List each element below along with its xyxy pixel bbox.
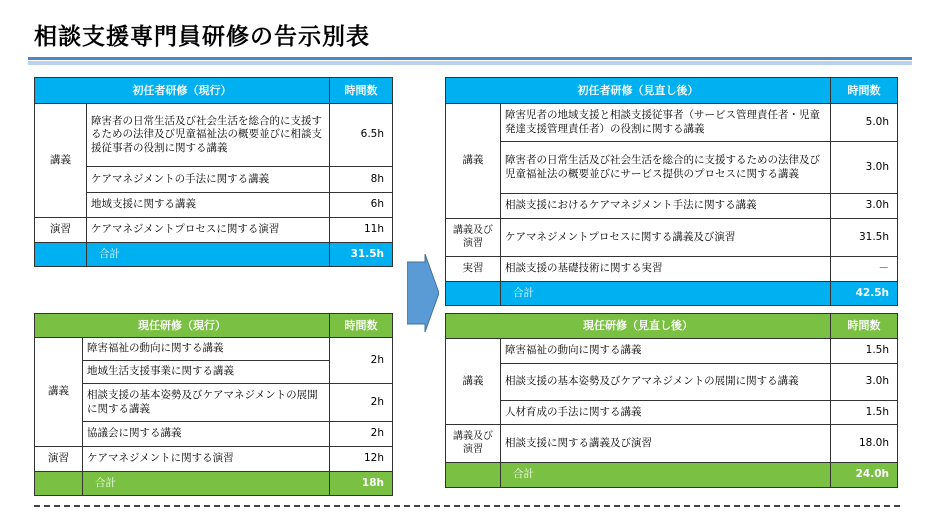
hours-cell: 3.0h — [831, 142, 898, 194]
table-header: 初任者研修（現行） — [35, 78, 330, 104]
table-inservice-revised — [445, 313, 898, 488]
course-row: 障害者の日常生活及び社会生活を総合的に支援するための法律及び児童福祉法の概要並びに相談支援従事者の役割に関する講義 — [87, 104, 330, 167]
hours-cell: 11h — [330, 218, 393, 243]
hours-header: 時間数 — [330, 314, 393, 338]
title-rule — [28, 57, 912, 60]
course-row: 協議会に関する講義 — [83, 422, 330, 447]
total-hours: 24.0h — [831, 463, 898, 488]
hours-cell: 6h — [330, 193, 393, 218]
bottom-dashed-rule — [34, 505, 900, 507]
hours-cell: 8h — [330, 167, 393, 193]
hours-cell: 2h — [330, 338, 393, 384]
course-row: 障害福祉の動向に関する講義 — [83, 338, 330, 361]
total-hours: 42.5h — [831, 282, 898, 306]
total-label: 合計 — [83, 472, 330, 496]
category-lecture-practice: 講義及び演習 — [446, 425, 501, 463]
course-row: 障害福祉の動向に関する講義 — [501, 339, 831, 364]
course-row: ケアマネジメントプロセスに関する演習 — [87, 218, 330, 243]
table-header: 初任者研修（見直し後） — [446, 78, 831, 104]
table-initial-revised — [445, 77, 898, 306]
table-inservice-current — [34, 313, 393, 496]
category-practicum: 実習 — [446, 257, 501, 282]
hours-cell: 6.5h — [330, 104, 393, 167]
total-label: 合計 — [87, 243, 330, 267]
total-hours: 31.5h — [330, 243, 393, 267]
table-header: 現任研修（見直し後） — [446, 314, 831, 339]
total-label: 合計 — [501, 463, 831, 488]
hours-cell: 2h — [330, 422, 393, 447]
course-row: ケアマネジメントの手法に関する講義 — [87, 167, 330, 193]
page-title: 相談支援専門員研修の告示別表 — [34, 24, 370, 50]
category-lecture: 講義 — [35, 104, 87, 218]
hours-cell: 1.5h — [831, 339, 898, 364]
hours-header: 時間数 — [831, 78, 898, 104]
hours-cell: 12h — [330, 447, 393, 472]
course-row: 障害者の日常生活及び社会生活を総合的に支援するための法律及び児童福祉法の概要並びにサービス提供のプロセスに関する講義 — [501, 142, 831, 194]
total-label: 合計 — [501, 282, 831, 306]
hours-cell: 1.5h — [831, 401, 898, 425]
category-practice: 演習 — [35, 218, 87, 243]
table-initial-current — [34, 77, 393, 267]
title-rule-light — [28, 61, 912, 65]
category-lecture: 講義 — [446, 104, 501, 219]
course-row: 相談支援の基本姿勢及びケアマネジメントの展開に関する講義 — [83, 384, 330, 422]
category-lecture-practice: 講義及び演習 — [446, 219, 501, 257]
course-row: 障害児者の地域支援と相談支援従事者（サービス管理責任者・児童発達支援管理責任者）の役割に関する講義 — [501, 104, 831, 142]
hours-cell: － — [831, 257, 898, 282]
hours-cell: 5.0h — [831, 104, 898, 142]
hours-cell: 18.0h — [831, 425, 898, 463]
hours-header: 時間数 — [330, 78, 393, 104]
category-lecture: 講義 — [35, 338, 83, 447]
course-row: 相談支援の基本姿勢及びケアマネジメントの展開に関する講義 — [501, 364, 831, 401]
hours-cell: 31.5h — [831, 219, 898, 257]
hours-header: 時間数 — [831, 314, 898, 339]
course-row: 相談支援におけるケアマネジメント手法に関する講義 — [501, 194, 831, 219]
course-row: 地域生活支援事業に関する講義 — [83, 361, 330, 384]
hours-cell: 3.0h — [831, 364, 898, 401]
hours-cell: 3.0h — [831, 194, 898, 219]
total-hours: 18h — [330, 472, 393, 496]
course-row: 相談支援に関する講義及び演習 — [501, 425, 831, 463]
right-arrow-icon — [407, 254, 439, 332]
course-row: 地域支援に関する講義 — [87, 193, 330, 218]
course-row: 人材育成の手法に関する講義 — [501, 401, 831, 425]
course-row: ケアマネジメントに関する演習 — [83, 447, 330, 472]
course-row: ケアマネジメントプロセスに関する講義及び演習 — [501, 219, 831, 257]
category-lecture: 講義 — [446, 339, 501, 425]
hours-cell: 2h — [330, 384, 393, 422]
course-row: 相談支援の基礎技術に関する実習 — [501, 257, 831, 282]
table-header: 現任研修（現行） — [35, 314, 330, 338]
category-practice: 演習 — [35, 447, 83, 472]
